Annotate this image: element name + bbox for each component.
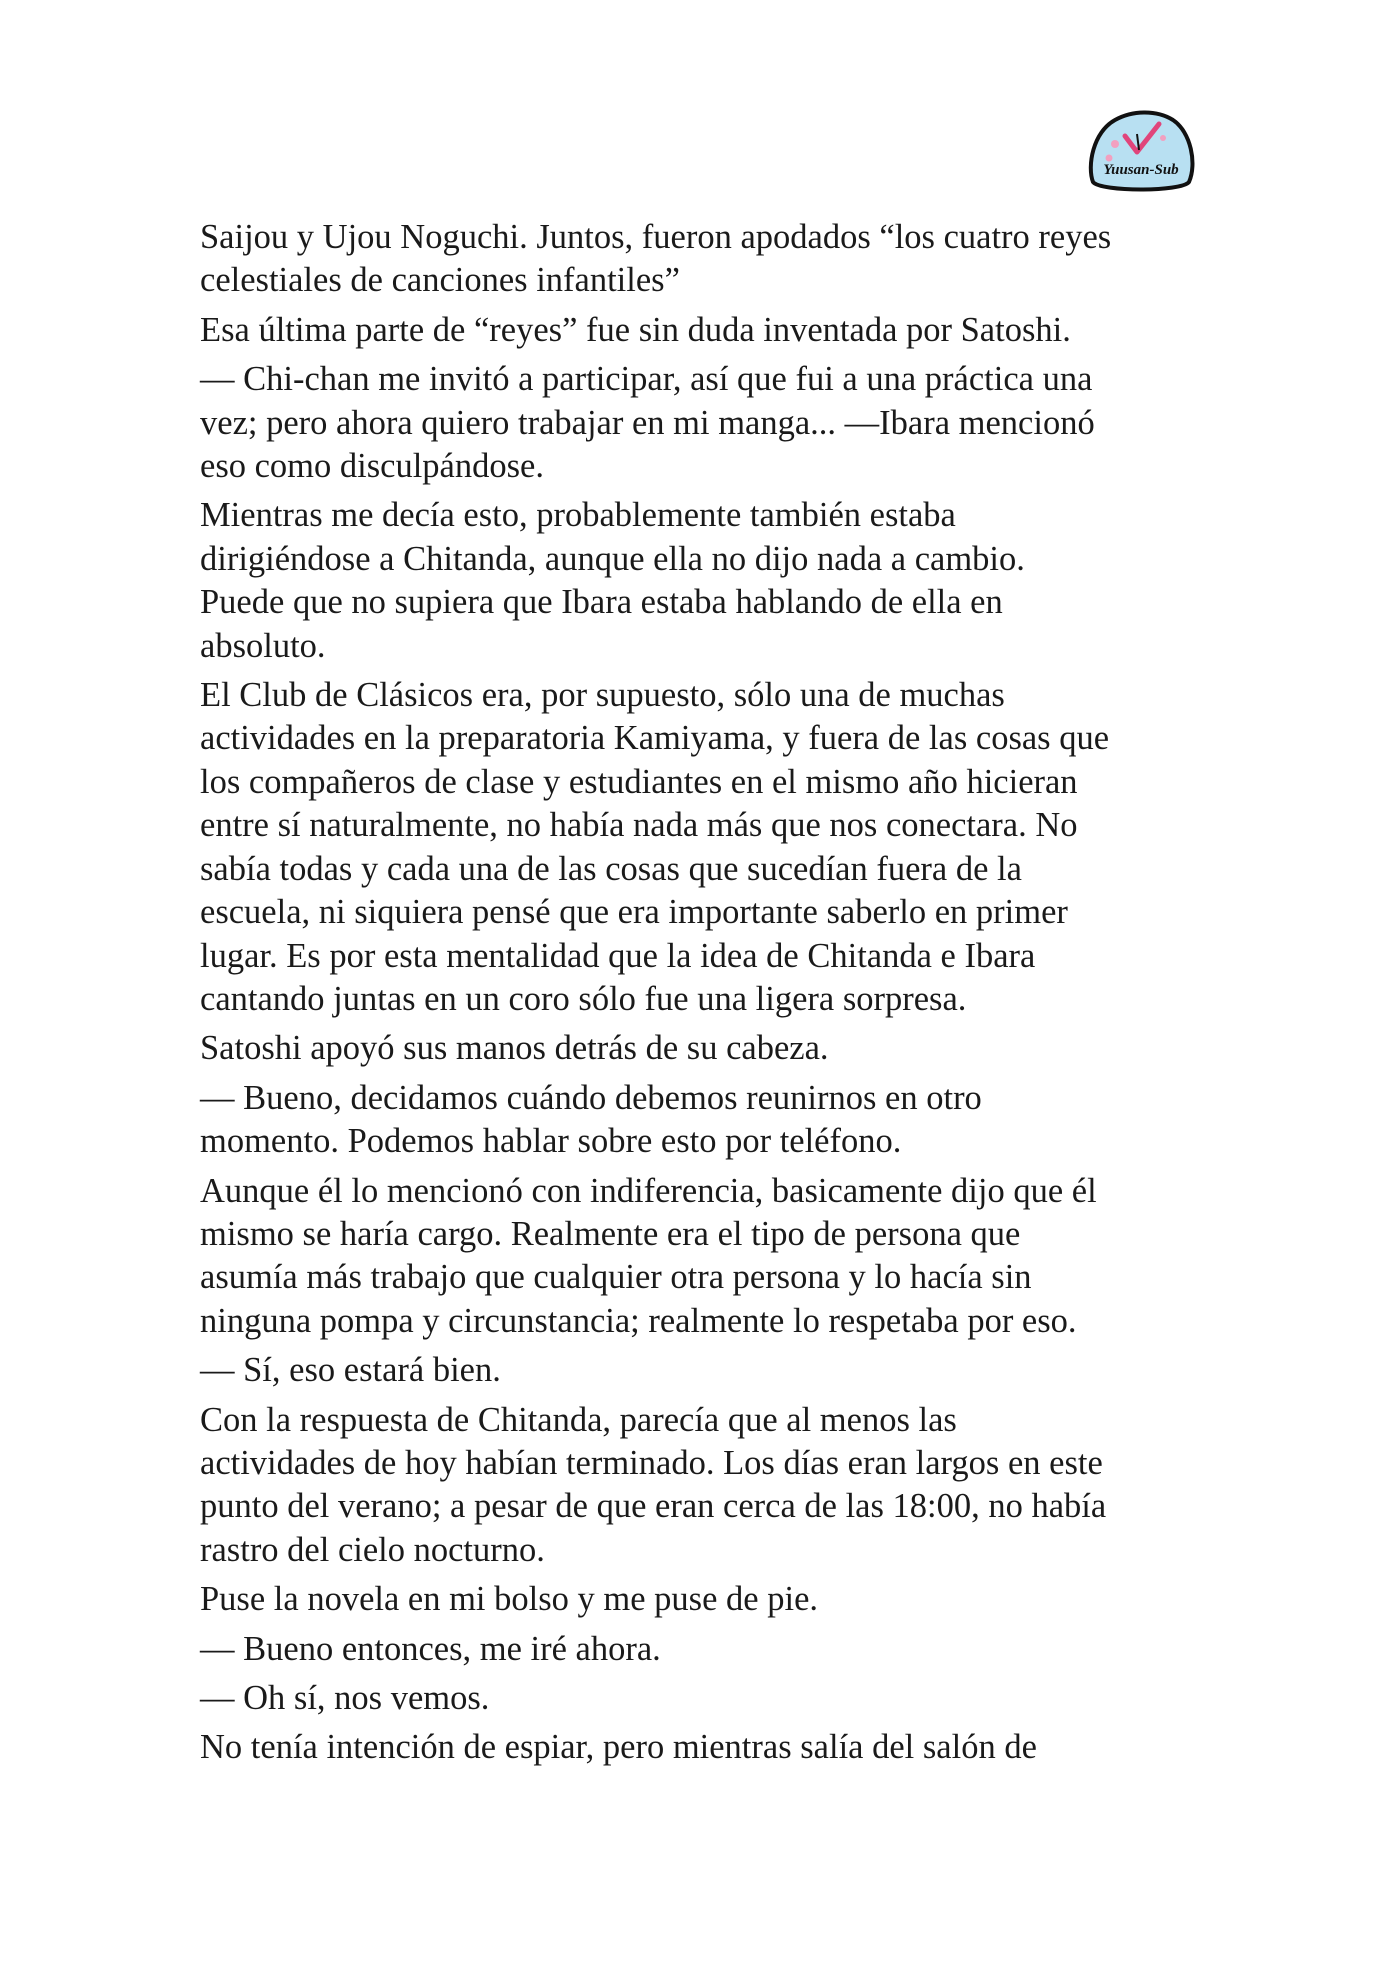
text-line: El Club de Clásicos era, por supuesto, sólo una de muchas xyxy=(200,676,1005,715)
paragraph xyxy=(200,1170,1210,1344)
text-line: Esa última parte de “reyes” fue sin duda inventada por Satoshi. xyxy=(200,310,1071,349)
text-line: — Oh sí, nos vemos. xyxy=(200,1679,490,1717)
text-line: los compañeros de clase y estudiantes en el mismo año hicieran xyxy=(200,762,1078,801)
text-line: Puse la novela en mi bolso y me puse de pie. xyxy=(200,1580,819,1619)
text-line: actividades en la preparatoria Kamiyama, y fuera de las cosas que xyxy=(200,719,1110,758)
text-line: — Bueno entonces, me iré ahora. xyxy=(200,1629,661,1668)
text-line: entre sí naturalmente, no había nada más que nos conectara. No xyxy=(200,806,1078,845)
paragraph xyxy=(200,1578,1210,1621)
text-line: lugar. Es por esta mentalidad que la idea de Chitanda e Ibara xyxy=(200,936,1036,975)
text-line: escuela, ni siquiera pensé que era importante saberlo en primer xyxy=(200,893,1068,932)
text-line: actividades de hoy habían terminado. Los días eran largos en este xyxy=(200,1443,1103,1482)
text-line: No tenía intención de espiar, pero mientras salía del salón de xyxy=(200,1728,1037,1767)
paragraph xyxy=(200,1628,1210,1671)
paragraph xyxy=(200,358,1210,488)
text-line: absoluto. xyxy=(200,626,326,665)
paragraph xyxy=(200,1349,1210,1392)
text-line: rastro del cielo nocturno. xyxy=(200,1530,545,1569)
text-line: sabía todas y cada una de las cosas que sucedían fuera de la xyxy=(200,849,1022,888)
paragraph xyxy=(200,1677,1210,1720)
paragraph xyxy=(200,216,1210,303)
paragraph xyxy=(200,1399,1210,1573)
paragraph xyxy=(200,309,1210,352)
text-line: Mientras me decía esto, probablemente también estaba xyxy=(200,496,956,535)
logo-text: Yuusan-Sub xyxy=(1103,162,1179,178)
text-line: — Sí, eso estará bien. xyxy=(200,1351,501,1390)
text-line: Con la respuesta de Chitanda, parecía que al menos las xyxy=(200,1400,957,1439)
text-line: momento. Podemos hablar sobre esto por teléfono. xyxy=(200,1122,902,1161)
text-line: Satoshi apoyó sus manos detrás de su cabeza. xyxy=(200,1029,829,1068)
text-line: vez; pero ahora quiero trabajar en mi manga... —Ibara mencionó xyxy=(200,403,1095,442)
paragraph xyxy=(200,1726,1210,1769)
paragraph xyxy=(200,674,1210,1021)
paragraph xyxy=(200,494,1210,668)
text-line: mismo se haría cargo. Realmente era el tipo de persona que xyxy=(200,1214,1021,1253)
document-body xyxy=(200,216,1210,1776)
text-line: Puede que no supiera que Ibara estaba hablando de ella en xyxy=(200,583,1003,622)
text-line: cantando juntas en un coro sólo fue una ligera sorpresa. xyxy=(200,979,967,1018)
text-line: Aunque él lo mencionó con indiferencia, basicamente dijo que él xyxy=(200,1171,1097,1210)
watermark-logo xyxy=(1085,108,1197,194)
paragraph xyxy=(200,1027,1210,1070)
text-line: eso como disculpándose. xyxy=(200,447,544,486)
paragraph xyxy=(200,1077,1210,1164)
text-line: — Chi-chan me invitó a participar, así que fui a una práctica una xyxy=(200,360,1093,399)
text-line: Saijou y Ujou Noguchi. Juntos, fueron apodados “los cuatro reyes xyxy=(200,218,1112,256)
text-line: — Bueno, decidamos cuándo debemos reunirnos en otro xyxy=(200,1078,982,1117)
text-line: punto del verano; a pesar de que eran cerca de las 18:00, no había xyxy=(200,1487,1107,1526)
text-line: asumía más trabajo que cualquier otra persona y lo hacía sin xyxy=(200,1258,1032,1297)
text-line: celestiales de canciones infantiles” xyxy=(200,261,680,300)
text-line: dirigiéndose a Chitanda, aunque ella no dijo nada a cambio. xyxy=(200,539,1025,578)
yuusan-sub-logo-icon xyxy=(1085,108,1197,194)
text-line: ninguna pompa y circunstancia; realmente lo respetaba por eso. xyxy=(200,1301,1077,1340)
